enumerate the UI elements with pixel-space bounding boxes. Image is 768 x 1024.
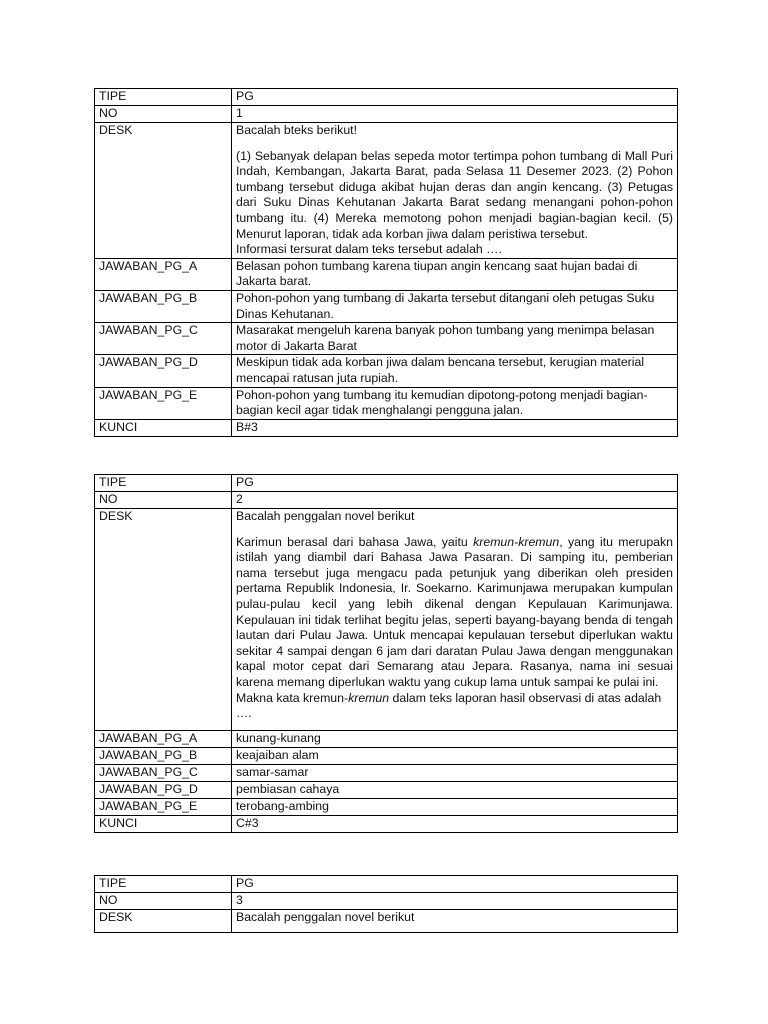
value-kunci: C#3 (232, 815, 678, 832)
row-no (95, 893, 678, 910)
label-tipe: TIPE (95, 876, 232, 893)
answer-d: Meskipun tidak ada korban jiwa dalam bencana tersebut, kerugian material mencapai ratusan juta rupiah. (232, 355, 678, 387)
label-kunci: KUNCI (95, 815, 232, 832)
label-answer-c: JAWABAN_PG_C (95, 764, 232, 781)
desk-intro: Bacalah bteks berikut! (236, 123, 357, 137)
question-table-3 (94, 875, 678, 933)
label-desk: DESK (95, 123, 232, 259)
label-answer-a: JAWABAN_PG_A (95, 730, 232, 747)
label-no: NO (95, 492, 232, 509)
row-kunci (95, 815, 678, 832)
row-answer-d (95, 781, 678, 798)
question-italic-term: kremun (348, 690, 390, 705)
question-table-2 (94, 474, 678, 833)
label-answer-e: JAWABAN_PG_E (95, 798, 232, 815)
passage-italic-term: kremun-kremun (473, 534, 560, 549)
value-tipe: PG (232, 876, 678, 893)
label-answer-d: JAWABAN_PG_D (95, 781, 232, 798)
row-tipe (95, 89, 678, 106)
label-tipe: TIPE (95, 475, 232, 492)
label-kunci: KUNCI (95, 419, 232, 436)
answer-e: terobang-ambing (232, 798, 678, 815)
label-tipe: TIPE (95, 89, 232, 106)
answer-b: Pohon-pohon yang tumbang di Jakarta tersebut ditangani oleh petugas Suku Dinas Kehutanan. (232, 290, 678, 322)
value-no: 3 (232, 893, 678, 910)
value-tipe: PG (232, 475, 678, 492)
label-no: NO (95, 106, 232, 123)
question-text-end: dalam teks laporan hasil observasi di atas adalah …. (236, 690, 662, 721)
label-answer-b: JAWABAN_PG_B (95, 747, 232, 764)
row-tipe (95, 475, 678, 492)
desk-intro: Bacalah penggalan novel berikut (236, 910, 415, 924)
label-answer-d: JAWABAN_PG_D (95, 355, 232, 387)
row-answer-c (95, 764, 678, 781)
answer-c: Masarakat mengeluh karena banyak pohon tumbang yang menimpa belasan motor di Jakarta Barat (232, 323, 678, 355)
row-answer-d (95, 355, 678, 387)
passage-text-start: Karimun berasal dari bahasa Jawa, yaitu (236, 534, 474, 549)
answer-e: Pohon-pohon yang tumbang itu kemudian dipotong-potong menjadi bagian-bagian kecil agar tidak menghalangi pengguna jalan. (232, 387, 678, 419)
row-answer-b (95, 747, 678, 764)
row-no (95, 106, 678, 123)
desk-question (236, 691, 673, 722)
row-answer-e (95, 387, 678, 419)
passage-text-end: , yang itu merupakn istilah yang diambil dari Bahasa Jawa Pasaran. Di samping itu, pemberian nama tersebut juga mengacu pada petunjuk yang diberikan oleh presiden pertama Republik Indonesia, Ir. Soekarno. Karimunjawa merupakan kumpulan pulau-pulau kecil yang lebih dikenal dengan Kepulauan Karimunjawa. Kepulauan ini tidak terlihat begitu jelas, seperti bayang-bayang benda di tengah lautan dari Pulau Jawa. Untuk mencapai kepulauan tersebut diperlukan waktu sekitar 4 sampai dengan 6 jam dari daratan Pulau Jawa dengan menggunakan kapal motor cepat dari Semarang atau Jepara. Rasanya, nama ini sesuai karena memang diperlukan waktu yang cukup lama untuk sampai ke pulai ini. (236, 534, 673, 689)
label-no: NO (95, 893, 232, 910)
desk-passage: (1) Sebanyak delapan belas sepeda motor tertimpa pohon tumbang di Mall Puri Indah, Kembangan, Jakarta Barat, pada Selasa 11 Desemer 2023. (2) Pohon tumbang tersebut diduga akibat hujan deras dan angin kencang. (3) Petugas dari Suku Dinas Kehutanan Jakarta Barat sedang menangani pohon-pohon tumbang itu. (4) Mereka memotong pohon menjadi bagian-bagian kecil. (5) Menurut laporan, tidak ada korban jiwa dalam peristiwa tersebut. (236, 148, 673, 241)
value-no: 2 (232, 492, 678, 509)
value-desk (232, 509, 678, 731)
answer-a: kunang-kunang (232, 730, 678, 747)
row-desk (95, 509, 678, 731)
label-answer-e: JAWABAN_PG_E (95, 387, 232, 419)
row-answer-a (95, 258, 678, 290)
row-answer-a (95, 730, 678, 747)
row-desk (95, 123, 678, 259)
value-desk (232, 123, 678, 259)
value-desk (232, 910, 678, 933)
answer-d: pembiasan cahaya (232, 781, 678, 798)
label-answer-c: JAWABAN_PG_C (95, 323, 232, 355)
desk-passage (236, 535, 673, 691)
row-answer-b (95, 290, 678, 322)
answer-c: samar-samar (232, 764, 678, 781)
row-tipe (95, 876, 678, 893)
row-kunci (95, 419, 678, 436)
row-desk (95, 910, 678, 933)
label-desk: DESK (95, 509, 232, 731)
desk-intro: Bacalah penggalan novel berikut (236, 509, 415, 523)
question-text-start: Makna kata kremun- (236, 690, 349, 705)
label-answer-b: JAWABAN_PG_B (95, 290, 232, 322)
value-tipe: PG (232, 89, 678, 106)
row-answer-c (95, 323, 678, 355)
answer-b: keajaiban alam (232, 747, 678, 764)
label-desk: DESK (95, 910, 232, 933)
desk-question: Informasi tersurat dalam teks tersebut adalah …. (236, 242, 502, 257)
row-answer-e (95, 798, 678, 815)
row-no (95, 492, 678, 509)
value-no: 1 (232, 106, 678, 123)
question-table-1 (94, 88, 678, 437)
label-answer-a: JAWABAN_PG_A (95, 258, 232, 290)
value-kunci: B#3 (232, 419, 678, 436)
answer-a: Belasan pohon tumbang karena tiupan angin kencang saat hujan badai di Jakarta barat. (232, 258, 678, 290)
